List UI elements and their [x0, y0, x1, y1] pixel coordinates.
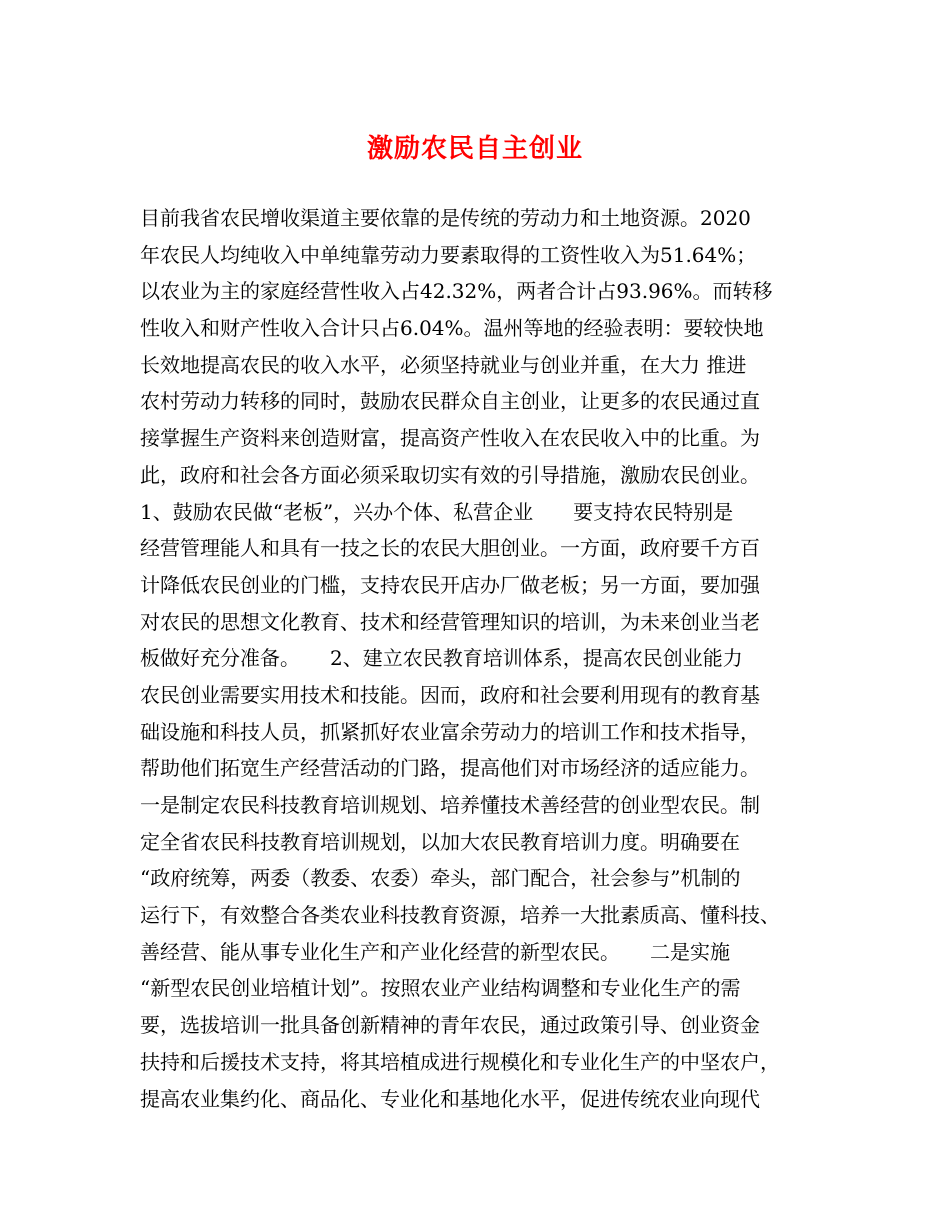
body-line: 定全省农民科技教育培训规划，以加大农民教育培训力度。明确要在	[140, 829, 740, 854]
body-line: 年农民人均纯收入中单纯靠劳动力要素取得的工资性收入为51.64%；	[140, 242, 757, 267]
body-line: 要，选拔培训一批具备创新精神的青年农民，通过政策引导、创业资金	[140, 1013, 760, 1038]
body-line: 经营管理能人和具有一技之长的农民大胆创业。一方面，政府要千方百	[140, 536, 760, 561]
body-line: 善经营、能从事专业化生产和产业化经营的新型农民。 二是实施	[140, 939, 730, 964]
body-line: 运行下，有效整合各类农业科技教育资源，培养一大批素质高、懂科技、	[140, 903, 780, 928]
body-line: 计降低农民创业的门槛，支持农民开店办厂做老板；另一方面，要加强	[140, 572, 760, 597]
body-line: 农村劳动力转移的同时，鼓励农民群众自主创业，让更多的农民通过直	[140, 389, 760, 414]
body-line: 扶持和后援技术支持，将其培植成进行规模化和专业化生产的中坚农户，	[140, 1049, 780, 1074]
body-line: 帮助他们拓宽生产经营活动的门路，提高他们对市场经济的适应能力。	[140, 756, 760, 781]
body-line: 1、鼓励农民做“老板”，兴办个体、私营企业 要支持农民特别是	[140, 499, 734, 524]
document-body	[140, 200, 820, 1117]
body-line: 此，政府和社会各方面必须采取切实有效的引导措施，激励农民创业。	[140, 462, 760, 487]
body-line: 一是制定农民科技教育培训规划、培养懂技术善经营的创业型农民。制	[140, 793, 760, 817]
body-line: “政府统筹，两委（教委、农委）牵头，部门配合，社会参与”机制的	[140, 866, 741, 891]
body-line: “新型农民创业培植计划”。按照农业产业结构调整和专业化生产的需	[140, 976, 741, 1001]
body-line: 性收入和财产性收入合计只占6.04%。温州等地的经验表明：要较快地	[140, 316, 764, 341]
body-line: 接掌握生产资料来创造财富，提高资产性收入在农民收入中的比重。为	[140, 426, 760, 451]
body-line: 以农业为主的家庭经营性收入占42.32%，两者合计占93.96%。而转移	[140, 279, 773, 304]
body-line: 础设施和科技人员，抓紧抓好农业富余劳动力的培训工作和技术指导，	[140, 719, 760, 744]
body-line: 提高农业集约化、商品化、专业化和基地化水平，促进传统农业向现代	[140, 1086, 760, 1111]
body-line: 农民创业需要实用技术和技能。因而，政府和社会要利用现有的教育基	[140, 682, 760, 707]
body-line: 对农民的思想文化教育、技术和经营管理知识的培训，为未来创业当老	[140, 609, 760, 634]
body-line: 目前我省农民增收渠道主要依靠的是传统的劳动力和土地资源。2020	[140, 206, 751, 230]
body-line: 板做好充分准备。 2、建立农民教育培训体系，提高农民创业能力	[140, 646, 743, 671]
body-line: 长效地提高农民的收入水平，必须坚持就业与创业并重，在大力 推进	[140, 352, 747, 377]
document-title: 激励农民自主创业	[366, 134, 583, 164]
